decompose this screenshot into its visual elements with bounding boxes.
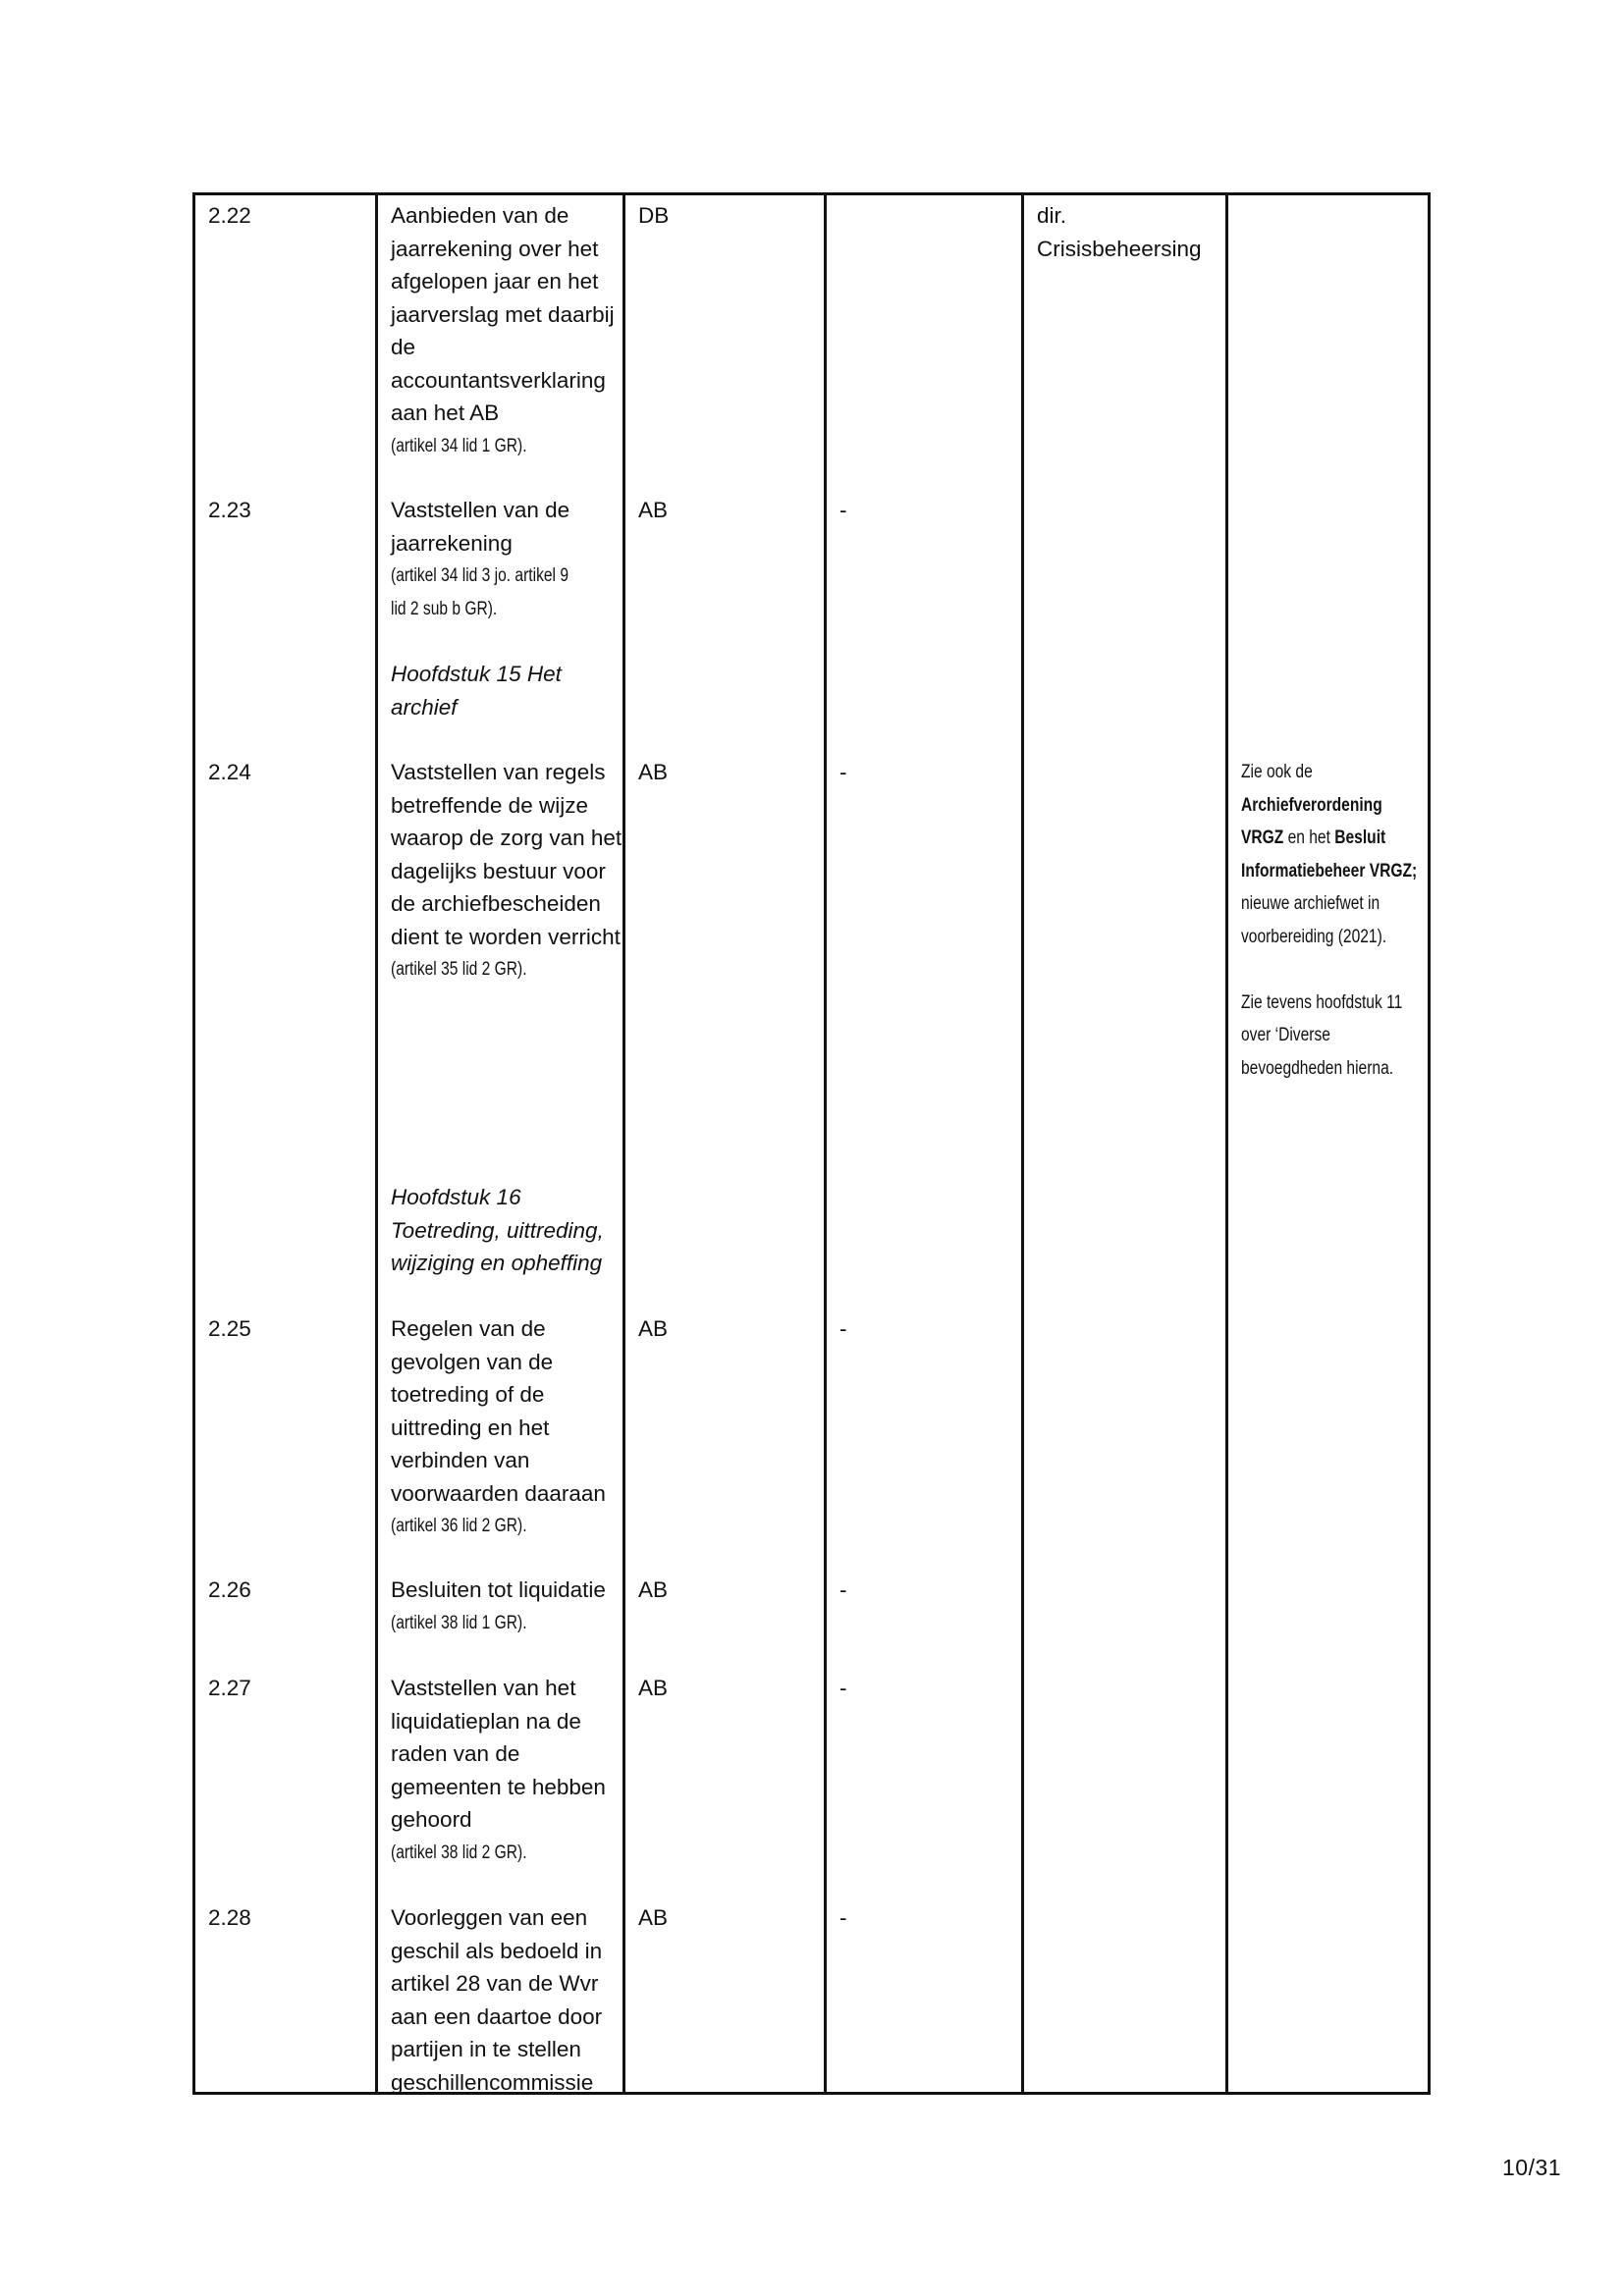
row-number: 2.22 — [208, 203, 251, 228]
article-reference: (artikel 35 lid 2 GR). — [391, 959, 527, 980]
remark-text: Zie tevens hoofdstuk 11 over ‘Diverse bevoegdheden hierna. — [1241, 991, 1403, 1079]
description-text: Aanbieden van de jaarrekening over het afgelopen jaar en het jaarverslag met daarbij de accountantsverklaring aan het AB — [391, 203, 615, 425]
row-dash: - — [839, 498, 847, 522]
article-reference: (artikel 34 lid 3 jo. artikel 9 — [391, 565, 568, 586]
remark-text: en het — [1287, 828, 1330, 848]
row-number: 2.23 — [208, 498, 251, 522]
row-description — [391, 1574, 626, 1639]
row-organ: AB — [638, 760, 669, 784]
row-organ: AB — [638, 1577, 669, 1602]
row-organ: DB — [638, 203, 670, 228]
row-number: 2.25 — [208, 1316, 251, 1341]
row-organ: AB — [638, 1905, 669, 1930]
article-reference: (artikel 36 lid 2 GR). — [391, 1516, 527, 1536]
article-reference: (artikel 38 lid 2 GR). — [391, 1842, 527, 1863]
remark-text: nieuwe archiefwet in voorbereiding (2021). — [1241, 893, 1387, 947]
row-remark — [1241, 756, 1418, 1085]
row-number: 2.27 — [208, 1676, 251, 1700]
chapter-heading: Hoofdstuk 16 Toetreding, uittreding, wijziging en opheffing — [391, 1185, 604, 1275]
remark-text: Zie ook de — [1241, 762, 1313, 782]
remark-bold: Archiefverordening VRGZ — [1241, 794, 1382, 848]
article-reference: (artikel 34 lid 1 GR). — [391, 435, 527, 456]
remark-bold: Besluit Informatiebeheer VRGZ; — [1241, 828, 1418, 881]
row-organ: AB — [638, 498, 669, 522]
description-text: Vaststellen van regels betreffende de wijze waarop de zorg van het dagelijks bestuur voor de archiefbescheiden dient te worden verricht — [391, 760, 623, 949]
row-number: 2.24 — [208, 760, 251, 784]
description-text: Vaststellen van de jaarrekening — [391, 498, 570, 556]
row-description — [391, 199, 626, 462]
column-divider — [375, 192, 378, 2095]
row-mandate: dir. Crisisbeheersing — [1037, 203, 1202, 261]
row-dash: - — [839, 1676, 847, 1700]
row-dash: - — [839, 1316, 847, 1341]
row-description — [391, 1312, 626, 1543]
column-divider — [1021, 192, 1024, 2095]
row-dash: - — [839, 760, 847, 784]
row-description — [391, 1672, 626, 1869]
description-text: Besluiten tot liquidatie — [391, 1577, 606, 1602]
row-number: 2.28 — [208, 1905, 251, 1930]
row-dash: - — [839, 1577, 847, 1602]
page-number: 10/31 — [1502, 2155, 1562, 2180]
row-description — [391, 1901, 626, 2099]
table-frame — [192, 192, 1431, 2095]
description-text: Regelen van de gevolgen van de toetreding of de uittreding en het verbinden van voorwaarden daaraan — [391, 1316, 606, 1506]
description-text: Vaststellen van het liquidatieplan na de raden van de gemeenten te hebben gehoord — [391, 1676, 606, 1832]
article-reference-cont: lid 2 sub b GR). — [391, 598, 498, 619]
row-description — [391, 494, 626, 625]
row-number: 2.26 — [208, 1577, 251, 1602]
article-reference: (artikel 38 lid 1 GR). — [391, 1612, 527, 1633]
column-divider — [1225, 192, 1228, 2095]
chapter-heading: Hoofdstuk 15 Het archief — [391, 662, 562, 720]
column-divider — [824, 192, 827, 2095]
row-organ: AB — [638, 1676, 669, 1700]
description-text: Voorleggen van een geschil als bedoeld in artikel 28 van de Wvr aan een daartoe door partijen in te stellen geschillencommissie — [391, 1905, 603, 2095]
row-organ: AB — [638, 1316, 669, 1341]
row-description — [391, 756, 626, 987]
row-dash: - — [839, 1905, 847, 1930]
